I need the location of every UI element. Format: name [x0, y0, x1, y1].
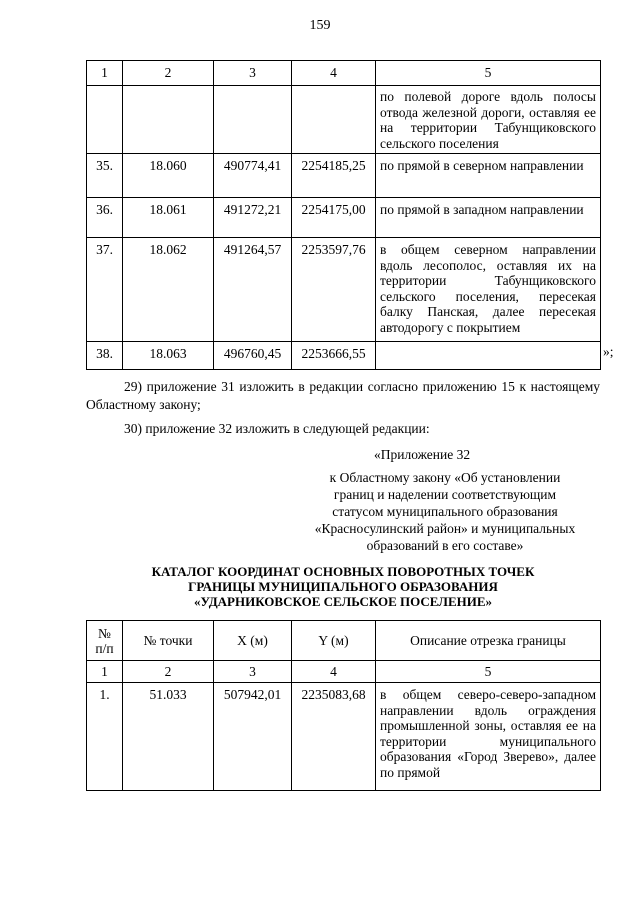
column-header-description: Описание отрезка границы	[376, 621, 601, 661]
table-row	[87, 238, 601, 342]
table-row	[87, 683, 601, 791]
segment-description: по прямой в западном направлении	[376, 198, 601, 238]
paragraph-30-text: 30) приложение 32 изложить в следующей редакции:	[124, 421, 430, 436]
appendix-line: «Красносулинский район» и муниципальных	[314, 521, 576, 536]
catalog-title-line: «УДАРНИКОВСКОЕ СЕЛЬСКОЕ ПОСЕЛЕНИЕ»	[193, 594, 493, 609]
appendix-line: образований в его составе»	[366, 538, 524, 553]
appendix-line: статусом муниципального образования	[332, 504, 558, 519]
row-number	[87, 86, 123, 154]
y-coordinate: 2254185,25	[292, 154, 376, 198]
column-number: 4	[292, 61, 376, 86]
paragraph-29-text: 29) приложение 31 изложить в редакции согласно приложению 15 к настоящему Областному закону;	[86, 379, 600, 412]
point-number: 18.061	[123, 198, 214, 238]
table-header-row	[87, 621, 601, 661]
x-coordinate: 507942,01	[214, 683, 292, 791]
point-number: 51.033	[123, 683, 214, 791]
column-number: 2	[123, 661, 214, 683]
paragraph-30	[86, 420, 600, 438]
point-number: 18.062	[123, 238, 214, 342]
page-number: 159	[309, 18, 331, 33]
column-number: 1	[87, 61, 123, 86]
segment-description: в общем северном направлении вдоль лесополос, оставляя их на территории Табунщиковского сельского поселения, пересекая балку Панская, далее пересекая автодорогу с покрытием	[376, 238, 601, 342]
table-row	[87, 198, 601, 238]
x-coordinate: 491264,57	[214, 238, 292, 342]
point-number: 18.063	[123, 342, 214, 370]
segment-description: по прямой в северном направлении	[376, 154, 601, 198]
table-numbering-row	[87, 661, 601, 683]
point-number	[123, 86, 214, 154]
catalog-title	[86, 564, 600, 609]
appendix-heading	[290, 446, 600, 554]
column-header-x: X (м)	[214, 621, 292, 661]
point-number: 18.060	[123, 154, 214, 198]
table-row	[87, 154, 601, 198]
closing-quote-mark: »;	[603, 344, 614, 359]
y-coordinate: 2253666,55	[292, 342, 376, 370]
column-number: 3	[214, 61, 292, 86]
appendix-title: «Приложение 32	[374, 447, 471, 462]
column-number: 3	[214, 661, 292, 683]
segment-description	[376, 342, 601, 370]
appendix-line: границ и наделении соответствующим	[333, 487, 557, 502]
coordinates-table	[86, 620, 601, 791]
y-coordinate: 2254175,00	[292, 198, 376, 238]
x-coordinate	[214, 86, 292, 154]
column-number: 1	[87, 661, 123, 683]
column-header-point: № точки	[123, 621, 214, 661]
table-numbering-row	[87, 61, 601, 86]
y-coordinate	[292, 86, 376, 154]
paragraph-29	[86, 378, 600, 414]
row-number: 1.	[87, 683, 123, 791]
column-number: 4	[292, 661, 376, 683]
table-row	[87, 342, 601, 370]
y-coordinate: 2253597,76	[292, 238, 376, 342]
x-coordinate: 496760,45	[214, 342, 292, 370]
catalog-title-line: КАТАЛОГ КООРДИНАТ ОСНОВНЫХ ПОВОРОТНЫХ ТОЧЕК	[151, 564, 535, 579]
x-coordinate: 490774,41	[214, 154, 292, 198]
segment-description: в общем северо-северо-западном направлении вдоль ограждения промышленной зоны, оставляя ее на территории муниципального образования «Город Зверево», далее по прямой	[376, 683, 601, 791]
column-header-number: № п/п	[87, 621, 123, 661]
coordinates-table-continuation	[86, 60, 601, 370]
table-row	[87, 86, 601, 154]
segment-description: по полевой дороге вдоль полосы отвода железной дороги, оставляя ее на территории Табунщиковского сельского поселения	[376, 86, 601, 154]
column-number: 2	[123, 61, 214, 86]
row-number: 38.	[87, 342, 123, 370]
catalog-title-line: ГРАНИЦЫ МУНИЦИПАЛЬНОГО ОБРАЗОВАНИЯ	[188, 579, 498, 594]
appendix-line: к Областному закону «Об установлении	[329, 470, 561, 485]
row-number: 35.	[87, 154, 123, 198]
column-header-y: Y (м)	[292, 621, 376, 661]
column-number: 5	[376, 661, 601, 683]
x-coordinate: 491272,21	[214, 198, 292, 238]
row-number: 36.	[87, 198, 123, 238]
y-coordinate: 2235083,68	[292, 683, 376, 791]
column-number: 5	[376, 61, 601, 86]
row-number: 37.	[87, 238, 123, 342]
